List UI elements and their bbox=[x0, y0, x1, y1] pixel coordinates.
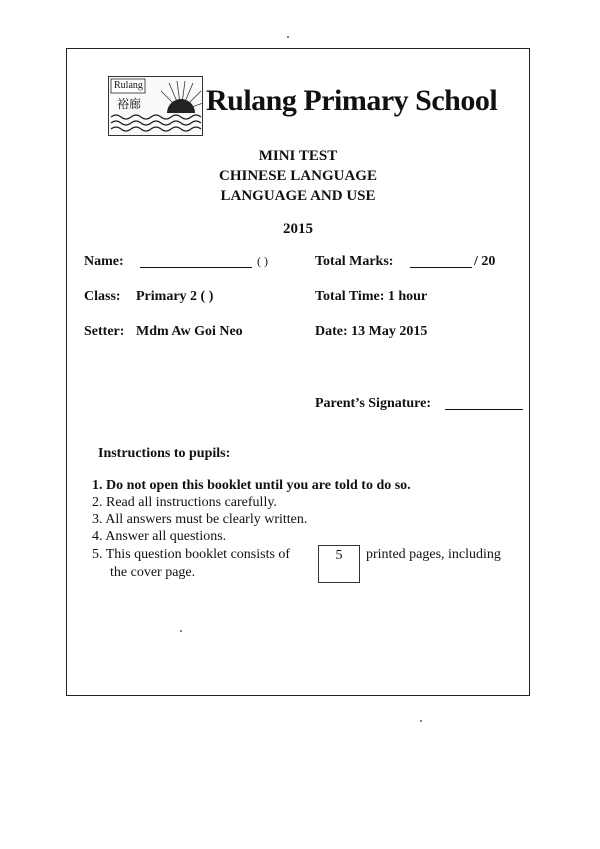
total-time: Total Time: 1 hour bbox=[315, 289, 428, 304]
test-year: 2015 bbox=[283, 221, 313, 237]
class-label: Class: bbox=[84, 289, 121, 304]
total-marks-label: Total Marks: bbox=[315, 254, 394, 269]
setter-label: Setter: bbox=[84, 324, 125, 339]
name-label: Name: bbox=[84, 254, 124, 269]
name-field[interactable] bbox=[140, 254, 252, 273]
instruction-item-5-line2: the cover page. bbox=[110, 565, 196, 580]
scan-speck bbox=[180, 630, 182, 632]
subject-title: CHINESE LANGUAGE bbox=[219, 168, 377, 184]
parent-signature-label: Parent’s Signature: bbox=[315, 396, 432, 411]
school-logo bbox=[108, 76, 203, 136]
scan-speck bbox=[420, 720, 422, 722]
page-count-box: 5 bbox=[318, 545, 360, 583]
scan-speck bbox=[287, 36, 289, 38]
instruction-item-5: 5. This question booklet consists of bbox=[92, 547, 291, 562]
parent-signature-field[interactable] bbox=[445, 396, 523, 415]
total-marks-value: / 20 bbox=[474, 254, 496, 269]
paper-title: LANGUAGE AND USE bbox=[220, 188, 376, 204]
instruction-item: 4. Answer all questions. bbox=[92, 529, 227, 544]
cover-page-frame bbox=[66, 48, 530, 696]
setter-value: Mdm Aw Goi Neo bbox=[136, 324, 243, 339]
register-number-field[interactable]: ( ) bbox=[257, 254, 268, 268]
school-name: Rulang Primary School bbox=[206, 84, 498, 117]
total-marks-field[interactable] bbox=[410, 254, 472, 273]
logo-text: Rulang bbox=[114, 80, 143, 91]
instructions-title: Instructions to pupils: bbox=[98, 446, 231, 461]
instruction-item-5-continued: printed pages, including bbox=[366, 547, 501, 562]
instruction-item: 1. Do not open this booklet until you are told to do so. bbox=[92, 478, 411, 493]
test-title: MINI TEST bbox=[258, 148, 338, 164]
test-date: Date: 13 May 2015 bbox=[315, 324, 428, 339]
logo-chinese-text: 裕廊 bbox=[117, 97, 142, 111]
instruction-item: 3. All answers must be clearly written. bbox=[92, 512, 308, 527]
class-value[interactable]: Primary 2 ( ) bbox=[136, 289, 214, 304]
instruction-item: 2. Read all instructions carefully. bbox=[92, 495, 277, 510]
